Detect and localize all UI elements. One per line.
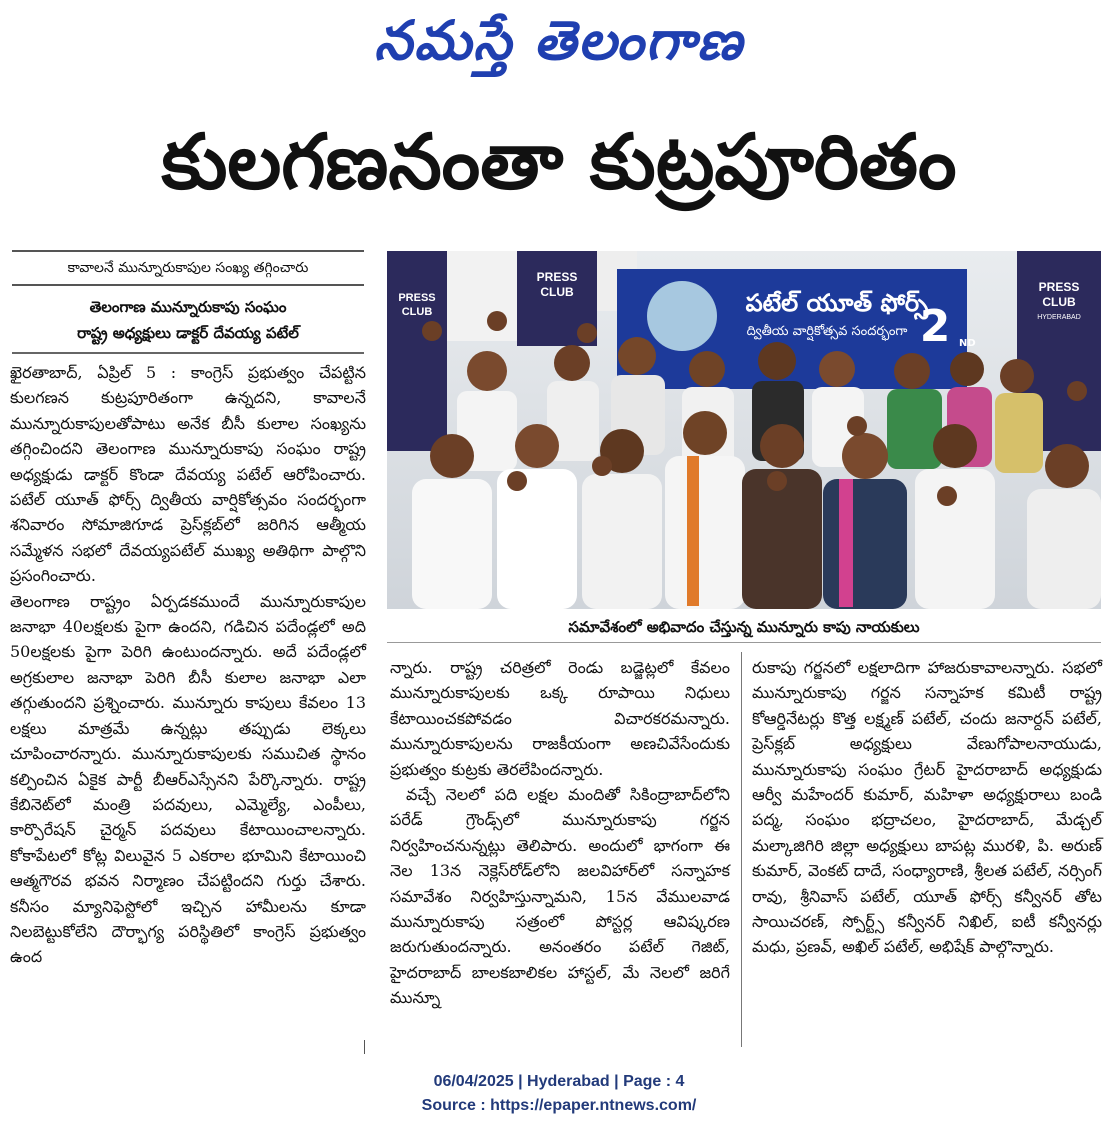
backdrop-text-1: PRESS: [398, 292, 436, 304]
left-body-text: [10, 360, 366, 970]
subhead-line-2: రాష్ట్ర అధ్యక్షులు డాక్టర్ దేవయ్య పటేల్: [77, 324, 299, 342]
right-paragraph-1: రుకాపు గర్జనలో లక్షలాదిగా హాజరుకావాలన్నారు. సభలో మున్నూరుకాపు గర్జన సన్నాహక కమిటీ రాష్ట్ర కోఆర్డినేటర్లు కొత్త లక్ష్మణ్ పటేల్, చందు జనార్దన్ పటేల్, ప్రెస్‌క్లబ్ అధ్యక్షులు వేణుగోపాలనాయుడు, మున్నూరుకాపు సంఘం గ్రేటర్ హైదరాబాద్ అధ్యక్షుడు ఆర్వీ మహేందర్ కుమార్, మహిళా అధ్యక్షురాలు బండి పద్మ, సంఘం భద్రాచలం, హైదరాబాద్, మేడ్చల్ మల్కాజిగిరి జిల్లా అధ్యక్షులు బాపట్ల మురళి, పి. అరుణ్ కుమార్, వెంకట్ దాదే, సంధ్యారాణి, శ్రీలత పటేల్, నర్సింగ్ రావు, శ్రీనివాస్ పటేల్, యూత్ ఫోర్స్ కన్వీనర్ తోట సాయిచరణ్, స్పోర్ట్స్ కన్వీనర్ నిఖిల్, ఐటీ కన్వీనర్లు మధు, ప్రణవ్, అఖిల్ పటేల్, అభిషేక్ పాల్గొన్నారు.: [752, 658, 1102, 957]
left-column: [10, 250, 366, 1040]
backdrop-text-4: CLUB: [540, 285, 574, 299]
article-kicker: కావాలనే మున్నూరుకాపుల సంఖ్య తగ్గించారు: [12, 250, 364, 286]
banner-subtitle: ద్వితీయ వార్షికోత్సవ సందర్భంగా: [746, 324, 908, 339]
page-footer: [0, 1070, 1118, 1118]
article-headline: కులగణనంతా కుట్రపూరితం: [161, 117, 957, 206]
subhead-line-1: తెలంగాణ మున్నూరుకాపు సంఘం: [89, 298, 287, 316]
footer-date-edition: 06/04/2025 | Hyderabad | Page : 4: [433, 1073, 685, 1090]
backdrop-text-5: PRESS: [1038, 280, 1080, 294]
column-rule-bottom: [364, 1040, 365, 1054]
mid-paragraph-2: వచ్చే నెలలో పది లక్షల మందితో సికింద్రాబాద్‌లోని పరేడ్ గ్రౌండ్స్‌లో మున్నూరుకాపు గర్జన నిర్వహించనున్నట్లు తెలిపారు. అందులో భాగంగా ఈ నెల 13న నెక్లెస్‌రోడ్‌లోని జలవిహార్‌లో సన్నాహక సమావేశం నిర్వహిస్తున్నామని, 15న వేములవాడ మున్నూరుకాపు సత్రంలో పోస్టర్ల ఆవిష్కరణ జరుగుతుందన్నారు. అనంతరం పటేల్ గెజిట్, హైదరాబాద్ బాలకబాలికల హాస్టల్, మే నెలలో జరిగే మున్నూ: [390, 785, 730, 1008]
backdrop-text-6: CLUB: [1042, 295, 1076, 309]
backdrop-text-3: PRESS: [536, 270, 578, 284]
subhead-divider: [12, 352, 364, 354]
footer-source-link[interactable]: Source : https://epaper.ntnews.com/: [421, 1097, 697, 1114]
left-paragraph-1: ఖైరతాబాద్, ఏప్రిల్ 5 : కాంగ్రెస్ ప్రభుత్వం చేపట్టిన కులగణన కుట్రపూరితంగా ఉన్నదని, కావాలనే మున్నూరుకాపులతోపాటు అనేక బీసీ కులాల సంఖ్యను తగ్గించిందని తెలంగాణ మున్నూరుకాపు సంఘం రాష్ట్ర అధ్యక్షుడు డాక్టర్ కొండా దేవయ్య పటేల్ ఆరోపించారు. పటేల్ యూత్ ఫోర్స్ ద్వితీయ వార్షికోత్సవం సందర్భంగా శనివారం సోమాజిగూడ ప్రెస్‌క్లబ్‌లో జరిగిన ఆత్మీయ సమ్మేళన సభలో దేవయ్యపటేల్ ముఖ్య అతిథిగా పాల్గొని ప్రసంగించారు.: [10, 363, 366, 586]
article-subhead: [10, 294, 366, 346]
article-photo: [387, 251, 1101, 609]
photo-caption: సమావేశంలో అభివాదం చేస్తున్న మున్నూరు కాపు నాయకులు: [387, 612, 1101, 643]
backdrop-text-7: HYDERABAD: [1037, 314, 1081, 321]
banner-badge: 2: [919, 301, 951, 352]
column-divider: [741, 652, 742, 1047]
mid-paragraph-1: న్నారు. రాష్ట్ర చరిత్రలో రెండు బడ్జెట్లలో కేవలం మున్నూరుకాపులకు ఒక్క రూపాయి నిధులు కేటాయించకపోవడం విచారకరమన్నారు. మున్నూరుకాపులను రాజకీయంగా అణచివేసేందుకు ప్రభుత్వం కుట్రకు తెరలేపిందన్నారు.: [390, 658, 730, 779]
middle-column-text: [390, 655, 730, 1055]
masthead-title: నమస్తే తెలంగాణ: [374, 8, 744, 72]
banner-title: పటేల్ యూత్ ఫోర్స్: [745, 289, 929, 317]
left-paragraph-2: తెలంగాణ రాష్ట్రం ఏర్పడకముందే మున్నూరుకాపుల జనాభా 40లక్షలకు పైగా ఉందని, గడిచిన పదేండ్లలో అది 50లక్షలకు పైగా పెరిగి ఉంటుందన్నారు. అదే పదేండ్లలో అగ్రకులాల జనాభా పెరిగి బీసీ కులాల జనాభా ఎలా తగ్గుతుందని ప్రశ్నించారు. మున్నూరు కాపులు కేవలం 13 లక్షలు మాత్రమే ఉన్నట్లు తప్పుడు లెక్కలు చూపించారన్నారు. మున్నూరుకాపులకు సముచిత స్థానం కల్పించిన ఏకైక పార్టీ బీఆర్‌ఎస్సేనని పేర్కొన్నారు. రాష్ట్ర కేబినెట్‌లో మంత్రి పదవులు, ఎమ్మెల్యే, ఎంపీలు, కార్పొరేషన్ చైర్మన్ పదవులు కేటాయించాలన్నారు. కోకాపేటలో కోట్ల విలువైన 5 ఎకరాల భూమిని కేటాయించి ఆత్మగౌరవ భవన నిర్మాణం చేపట్టిందని గుర్తు చేశారు. కనీసం మ్యానిఫెస్టోలో ఇచ్చిన హామీలను కూడా నిలబెట్టుకోలేని దౌర్భాగ్య పరిస్థితిలో కాంగ్రెస్ ప్రభుత్వం ఉంద: [10, 591, 366, 967]
banner-badge-sup: ND: [959, 338, 976, 349]
newspaper-masthead: [0, 0, 1118, 80]
group-photo-illustration: [387, 251, 1101, 609]
right-column-text: [752, 655, 1102, 1055]
backdrop-text-2: CLUB: [401, 306, 433, 318]
